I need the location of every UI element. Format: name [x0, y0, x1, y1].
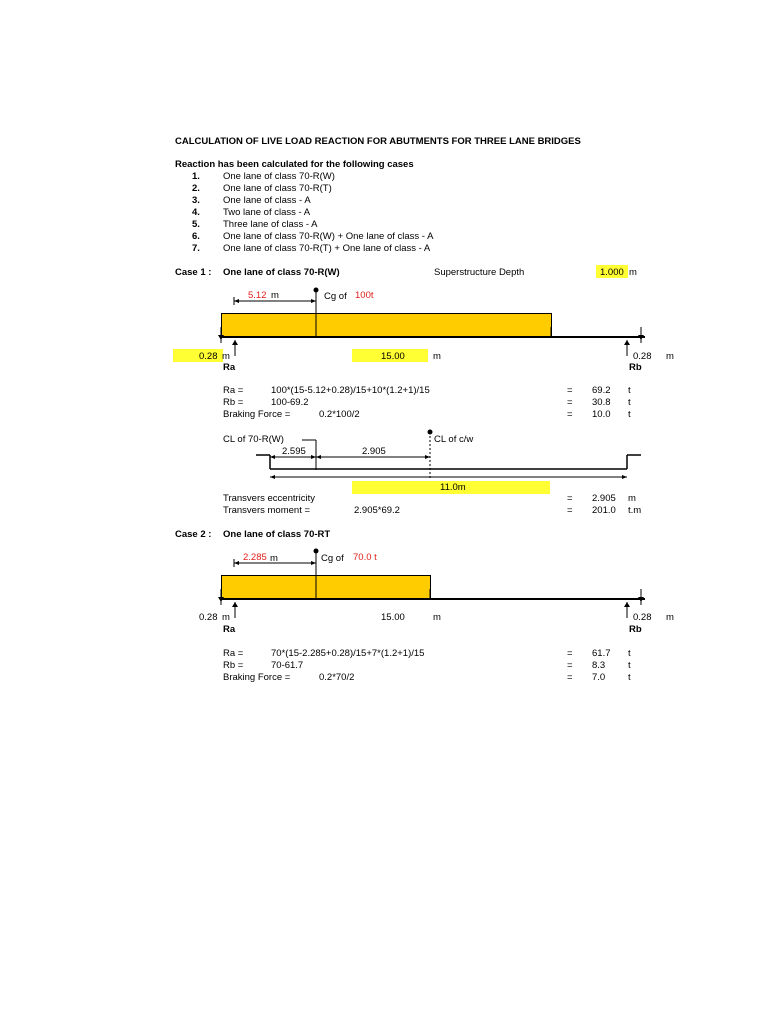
- case1-span-value: 15.00: [381, 351, 405, 362]
- case1-cg-unit: m: [271, 290, 279, 301]
- calc-value: 10.0: [592, 409, 611, 420]
- case1-rb-label: Rb: [629, 362, 642, 373]
- calc-unit: t: [628, 660, 631, 671]
- list-item-number: 5.: [192, 219, 200, 230]
- calc-unit: t: [628, 385, 631, 396]
- list-item-number: 4.: [192, 207, 200, 218]
- ecc-label: Transvers eccentricity: [223, 493, 316, 504]
- list-item: One lane of class 70-R(T) + One lane of class - A: [223, 243, 431, 254]
- calc-value: 61.7: [592, 648, 611, 659]
- case1-cg-distance: 5.12: [248, 290, 267, 301]
- list-item: One lane of class - A: [223, 195, 311, 206]
- calc-unit: t: [628, 648, 631, 659]
- case2-left-offset: 0.28: [199, 612, 218, 623]
- case1-title: One lane of class 70-R(W): [223, 267, 340, 278]
- calc-unit: t: [628, 672, 631, 683]
- case1-right-offset: 0.28: [633, 351, 652, 362]
- case2-right-offset: 0.28: [633, 612, 652, 623]
- ecc-equals: =: [567, 493, 573, 504]
- calc-value: 8.3: [592, 660, 606, 671]
- list-item: Three lane of class - A: [223, 219, 318, 230]
- moment-formula: 2.905*69.2: [354, 505, 400, 516]
- calc-label: Rb =: [223, 660, 244, 671]
- calc-equals: =: [567, 397, 573, 408]
- case2-span-unit: m: [433, 612, 441, 623]
- case2-left-offset-unit: m: [222, 612, 230, 623]
- calc-equals: =: [567, 409, 573, 420]
- list-item: Two lane of class - A: [223, 207, 311, 218]
- superstructure-depth-value: 1.000: [600, 267, 624, 278]
- case2-cg-distance: 2.285: [243, 552, 267, 563]
- transverse-dim-b: 2.905: [362, 446, 386, 457]
- calc-label: Rb =: [223, 397, 244, 408]
- carriageway-width: 11.0m: [440, 482, 466, 493]
- case1-cg-label: Cg of: [324, 291, 347, 302]
- list-item-number: 2.: [192, 183, 200, 194]
- calc-value: 7.0: [592, 672, 606, 683]
- calc-formula: 0.2*70/2: [319, 672, 355, 683]
- intro-text: Reaction has been calculated for the following cases: [175, 159, 414, 170]
- calc-label: Braking Force =: [223, 672, 291, 683]
- calc-equals: =: [567, 385, 573, 396]
- calc-formula: 0.2*100/2: [319, 409, 360, 420]
- calc-unit: t: [628, 397, 631, 408]
- calc-label: Ra =: [223, 648, 244, 659]
- calc-formula: 100*(15-5.12+0.28)/15+10*(1.2+1)/15: [271, 385, 430, 396]
- list-item: One lane of class 70-R(W): [223, 171, 335, 182]
- list-item-number: 3.: [192, 195, 200, 206]
- list-item-number: 6.: [192, 231, 200, 242]
- calc-equals: =: [567, 648, 573, 659]
- page-title: CALCULATION OF LIVE LOAD REACTION FOR ABUTMENTS FOR THREE LANE BRIDGES: [175, 136, 581, 147]
- case1-left-offset: 0.28: [199, 351, 218, 362]
- calc-formula: 100-69.2: [271, 397, 309, 408]
- case2-load-value: 70.0 t: [353, 552, 377, 563]
- calc-formula: 70*(15-2.285+0.28)/15+7*(1.2+1)/15: [271, 648, 425, 659]
- case2-ra-label: Ra: [223, 624, 236, 635]
- case1-label: Case 1 :: [175, 267, 212, 278]
- case1-ra-label: Ra: [223, 362, 236, 373]
- list-item: One lane of class 70-R(T): [223, 183, 332, 194]
- transverse-dim-a: 2.595: [282, 446, 306, 457]
- list-item: One lane of class 70-R(W) + One lane of class - A: [223, 231, 434, 242]
- case2-cg-unit: m: [270, 553, 278, 564]
- list-item-number: 7.: [192, 243, 200, 254]
- case1-span-unit: m: [433, 351, 441, 362]
- calc-formula: 70-61.7: [271, 660, 304, 671]
- ecc-value: 2.905: [592, 493, 616, 504]
- case1-load-value: 100t: [355, 290, 374, 301]
- moment-unit: t.m: [628, 505, 642, 516]
- calc-value: 30.8: [592, 397, 611, 408]
- case1-left-offset-unit: m: [222, 351, 230, 362]
- list-item-number: 1.: [192, 171, 200, 182]
- calc-label: Ra =: [223, 385, 244, 396]
- cl-cw-label: CL of c/w: [434, 434, 474, 445]
- cl-70rw-label: CL of 70-R(W): [223, 434, 284, 445]
- moment-label: Transvers moment =: [223, 505, 311, 516]
- moment-equals: =: [567, 505, 573, 516]
- case2-title: One lane of class 70-RT: [223, 529, 331, 540]
- moment-value: 201.0: [592, 505, 616, 516]
- case1-right-offset-unit: m: [666, 351, 674, 362]
- calc-equals: =: [567, 672, 573, 683]
- calc-label: Braking Force =: [223, 409, 291, 420]
- superstructure-depth-label: Superstructure Depth: [434, 267, 525, 278]
- calc-equals: =: [567, 660, 573, 671]
- case2-right-offset-unit: m: [666, 612, 674, 623]
- superstructure-depth-unit: m: [629, 267, 637, 278]
- case2-label: Case 2 :: [175, 529, 212, 540]
- case2-rb-label: Rb: [629, 624, 642, 635]
- calc-unit: t: [628, 409, 631, 420]
- case2-cg-label: Cg of: [321, 553, 344, 564]
- calc-value: 69.2: [592, 385, 611, 396]
- case2-span-value: 15.00: [381, 612, 405, 623]
- ecc-unit: m: [628, 493, 636, 504]
